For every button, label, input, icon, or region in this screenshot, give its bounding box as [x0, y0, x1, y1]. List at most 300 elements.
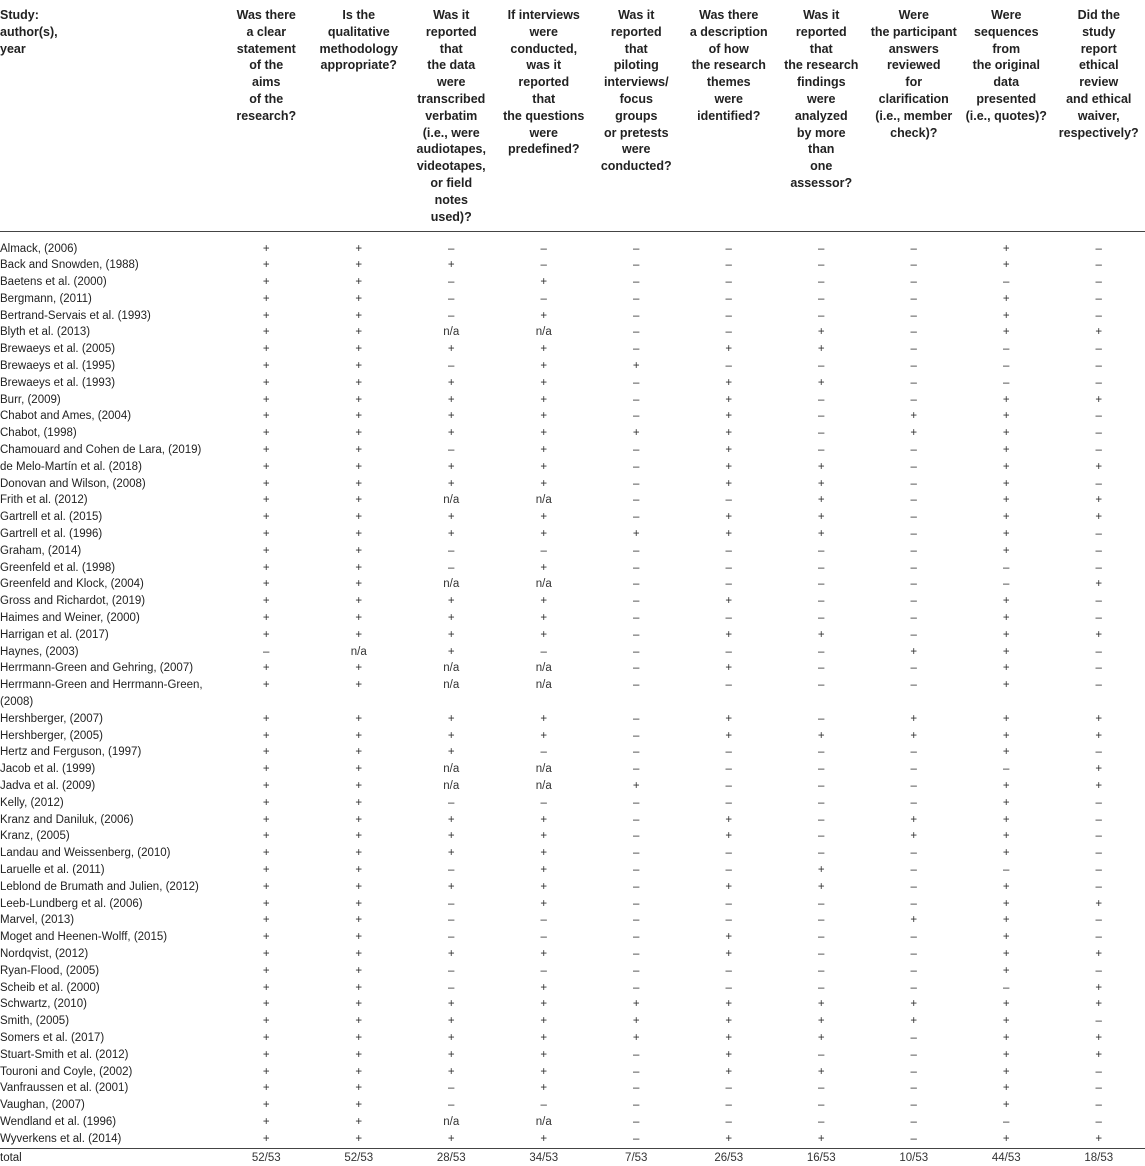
rating-cell: – — [775, 963, 868, 980]
rating-cell: – — [405, 929, 498, 946]
rating-cell: – — [405, 862, 498, 879]
rating-cell: + — [498, 308, 591, 325]
rating-cell: + — [683, 946, 776, 963]
rating-cell: – — [868, 324, 961, 341]
rating-cell: – — [590, 963, 683, 980]
table-row — [0, 728, 1145, 745]
rating-cell: – — [775, 828, 868, 845]
rating-cell: – — [1053, 231, 1145, 257]
rating-cell: + — [683, 425, 776, 442]
rating-cell: + — [313, 1013, 406, 1030]
rating-cell: + — [498, 274, 591, 291]
table-body — [0, 231, 1145, 1166]
rating-cell: – — [775, 231, 868, 257]
rating-cell: + — [868, 408, 961, 425]
rating-cell: + — [498, 980, 591, 997]
rating-cell: – — [405, 231, 498, 257]
rating-cell: + — [405, 728, 498, 745]
rating-cell: + — [1053, 459, 1145, 476]
study-cell: Schwartz, (2010) — [0, 996, 220, 1013]
rating-cell: – — [868, 946, 961, 963]
rating-cell: – — [1053, 442, 1145, 459]
rating-cell: + — [313, 1080, 406, 1097]
study-cell: Hertz and Ferguson, (1997) — [0, 744, 220, 761]
rating-cell: + — [775, 862, 868, 879]
study-cell: Brewaeys et al. (2005) — [0, 341, 220, 358]
rating-cell: + — [313, 845, 406, 862]
rating-cell: + — [590, 1030, 683, 1047]
column-header-q9: Were sequences from the original data presented (i.e., quotes)? — [960, 0, 1053, 231]
rating-cell: + — [220, 543, 313, 560]
rating-cell: – — [1053, 375, 1145, 392]
rating-cell: – — [1053, 1097, 1145, 1114]
rating-cell: – — [1053, 560, 1145, 577]
rating-cell: + — [313, 627, 406, 644]
rating-cell: + — [498, 1013, 591, 1030]
rating-cell: + — [1053, 980, 1145, 997]
rating-cell: + — [313, 929, 406, 946]
rating-cell: – — [868, 963, 961, 980]
rating-cell: – — [868, 358, 961, 375]
rating-cell: + — [405, 375, 498, 392]
rating-cell: – — [868, 1030, 961, 1047]
rating-cell: – — [960, 980, 1053, 997]
total-cell: 16/53 — [775, 1148, 868, 1166]
rating-cell: + — [960, 257, 1053, 274]
table-row — [0, 929, 1145, 946]
rating-cell: + — [220, 492, 313, 509]
rating-cell: + — [590, 996, 683, 1013]
rating-cell: – — [498, 231, 591, 257]
rating-cell: – — [590, 912, 683, 929]
rating-cell: – — [683, 308, 776, 325]
column-header-study: Study: author(s), year — [0, 0, 220, 231]
rating-cell: + — [960, 711, 1053, 728]
column-header-q8: Were the participant answers reviewed for clarification (i.e., member check)? — [868, 0, 961, 231]
table-header — [0, 0, 1145, 231]
table-row — [0, 543, 1145, 560]
rating-cell: + — [405, 476, 498, 493]
rating-cell: + — [313, 711, 406, 728]
rating-cell: – — [590, 492, 683, 509]
rating-cell: + — [220, 425, 313, 442]
rating-cell: – — [590, 231, 683, 257]
rating-cell: + — [960, 1047, 1053, 1064]
rating-cell: + — [313, 560, 406, 577]
rating-cell: + — [405, 341, 498, 358]
rating-cell: + — [405, 593, 498, 610]
rating-cell: + — [220, 660, 313, 677]
rating-cell: – — [868, 375, 961, 392]
table-row — [0, 1114, 1145, 1131]
rating-cell: – — [868, 257, 961, 274]
rating-cell: – — [590, 761, 683, 778]
study-cell: Donovan and Wilson, (2008) — [0, 476, 220, 493]
rating-cell: + — [775, 324, 868, 341]
rating-cell: + — [775, 1030, 868, 1047]
rating-cell: + — [220, 576, 313, 593]
rating-cell: + — [220, 324, 313, 341]
rating-cell: + — [498, 1064, 591, 1081]
study-cell: Kelly, (2012) — [0, 795, 220, 812]
rating-cell: + — [683, 879, 776, 896]
study-cell: Herrmann-Green and Herrmann-Green, (2008) — [0, 677, 220, 711]
rating-cell: + — [220, 274, 313, 291]
rating-cell: – — [590, 593, 683, 610]
table-row — [0, 946, 1145, 963]
rating-cell: + — [220, 1097, 313, 1114]
rating-cell: n/a — [405, 660, 498, 677]
rating-cell: + — [220, 778, 313, 795]
study-cell: Brewaeys et al. (1993) — [0, 375, 220, 392]
rating-cell: + — [1053, 509, 1145, 526]
table-row — [0, 711, 1145, 728]
rating-cell: – — [775, 929, 868, 946]
rating-cell: + — [313, 509, 406, 526]
rating-cell: – — [775, 1114, 868, 1131]
rating-cell: – — [1053, 644, 1145, 661]
rating-cell: n/a — [405, 324, 498, 341]
rating-cell: + — [313, 946, 406, 963]
table-row — [0, 862, 1145, 879]
table-row — [0, 660, 1145, 677]
table-row — [0, 291, 1145, 308]
total-cell: 7/53 — [590, 1148, 683, 1166]
rating-cell: – — [590, 543, 683, 560]
rating-cell: + — [313, 744, 406, 761]
rating-cell: + — [220, 845, 313, 862]
rating-cell: + — [775, 728, 868, 745]
rating-cell: – — [683, 1080, 776, 1097]
rating-cell: – — [775, 711, 868, 728]
rating-cell: – — [868, 744, 961, 761]
rating-cell: + — [960, 778, 1053, 795]
rating-cell: + — [775, 879, 868, 896]
rating-cell: – — [1053, 476, 1145, 493]
study-cell: Moget and Heenen-Wolff, (2015) — [0, 929, 220, 946]
table-row — [0, 308, 1145, 325]
rating-cell: – — [590, 1080, 683, 1097]
rating-cell: + — [683, 408, 776, 425]
rating-cell: – — [868, 231, 961, 257]
rating-cell: – — [1053, 812, 1145, 829]
total-cell: 28/53 — [405, 1148, 498, 1166]
rating-cell: + — [683, 1030, 776, 1047]
rating-cell: – — [683, 1114, 776, 1131]
rating-cell: – — [590, 879, 683, 896]
column-header-q10: Did the study report ethical review and ethical waiver, respectively? — [1053, 0, 1145, 231]
column-header-q3: Was it reported that the data were transcribed verbatim (i.e., were audiotapes, videotapes, or field notes used)? — [405, 0, 498, 231]
rating-cell: + — [313, 257, 406, 274]
rating-cell: + — [220, 392, 313, 409]
rating-cell: – — [1053, 862, 1145, 879]
rating-cell: – — [1053, 660, 1145, 677]
rating-cell: – — [683, 291, 776, 308]
rating-cell: – — [775, 358, 868, 375]
rating-cell: + — [775, 492, 868, 509]
rating-cell: – — [498, 795, 591, 812]
rating-cell: + — [220, 677, 313, 711]
column-header-q7: Was it reported that the research findings were analyzed by more than one assessor? — [775, 0, 868, 231]
rating-cell: + — [313, 543, 406, 560]
total-row — [0, 1148, 1145, 1166]
rating-cell: + — [683, 1013, 776, 1030]
rating-cell: – — [868, 442, 961, 459]
rating-cell: – — [590, 929, 683, 946]
study-cell: Hershberger, (2007) — [0, 711, 220, 728]
rating-cell: – — [590, 660, 683, 677]
rating-cell: + — [960, 543, 1053, 560]
rating-cell: + — [313, 761, 406, 778]
rating-cell: + — [313, 610, 406, 627]
rating-cell: – — [683, 257, 776, 274]
study-cell: de Melo-Martín et al. (2018) — [0, 459, 220, 476]
rating-cell: + — [313, 1030, 406, 1047]
rating-cell: – — [683, 644, 776, 661]
rating-cell: + — [775, 476, 868, 493]
study-cell: Bergmann, (2011) — [0, 291, 220, 308]
rating-cell: + — [960, 812, 1053, 829]
rating-cell: – — [1053, 1013, 1145, 1030]
rating-cell: + — [498, 476, 591, 493]
rating-cell: + — [1053, 576, 1145, 593]
rating-cell: – — [683, 610, 776, 627]
rating-cell: + — [960, 291, 1053, 308]
rating-cell: + — [498, 408, 591, 425]
column-header-q4: If interviews were conducted, was it reported that the questions were predefined? — [498, 0, 591, 231]
rating-cell: – — [590, 644, 683, 661]
rating-cell: – — [590, 677, 683, 711]
rating-cell: – — [498, 257, 591, 274]
table-row — [0, 324, 1145, 341]
rating-cell: – — [868, 526, 961, 543]
rating-cell: + — [960, 442, 1053, 459]
rating-cell: – — [590, 308, 683, 325]
rating-cell: – — [775, 257, 868, 274]
rating-cell: – — [683, 576, 776, 593]
rating-cell: + — [775, 375, 868, 392]
table-row — [0, 476, 1145, 493]
rating-cell: – — [775, 593, 868, 610]
study-cell: Jadva et al. (2009) — [0, 778, 220, 795]
rating-cell: – — [498, 963, 591, 980]
rating-cell: – — [405, 980, 498, 997]
rating-cell: + — [498, 358, 591, 375]
table-row — [0, 392, 1145, 409]
rating-cell: – — [868, 1047, 961, 1064]
rating-cell: – — [775, 778, 868, 795]
rating-cell: + — [220, 1047, 313, 1064]
rating-cell: + — [220, 257, 313, 274]
rating-cell: + — [220, 711, 313, 728]
rating-cell: n/a — [405, 1114, 498, 1131]
rating-cell: – — [590, 946, 683, 963]
study-cell: Burr, (2009) — [0, 392, 220, 409]
rating-cell: – — [868, 627, 961, 644]
table-row — [0, 828, 1145, 845]
rating-cell: + — [775, 1131, 868, 1148]
rating-cell: + — [960, 526, 1053, 543]
total-cell: 52/53 — [220, 1148, 313, 1166]
rating-cell: – — [775, 291, 868, 308]
rating-cell: + — [405, 610, 498, 627]
rating-cell: – — [960, 560, 1053, 577]
table-row — [0, 963, 1145, 980]
study-cell: Haimes and Weiner, (2000) — [0, 610, 220, 627]
rating-cell: – — [775, 896, 868, 913]
rating-cell: + — [220, 929, 313, 946]
rating-cell: + — [683, 728, 776, 745]
rating-cell: + — [313, 1047, 406, 1064]
rating-cell: + — [220, 291, 313, 308]
rating-cell: – — [868, 795, 961, 812]
rating-cell: – — [405, 912, 498, 929]
rating-cell: + — [220, 963, 313, 980]
rating-cell: – — [775, 660, 868, 677]
rating-cell: – — [498, 543, 591, 560]
rating-cell: – — [868, 677, 961, 711]
rating-cell: + — [960, 728, 1053, 745]
rating-cell: + — [405, 1064, 498, 1081]
rating-cell: + — [313, 324, 406, 341]
rating-cell: + — [960, 1064, 1053, 1081]
rating-cell: + — [498, 946, 591, 963]
rating-cell: – — [590, 476, 683, 493]
study-cell: Chabot, (1998) — [0, 425, 220, 442]
study-cell: Harrigan et al. (2017) — [0, 627, 220, 644]
rating-cell: + — [1053, 896, 1145, 913]
rating-cell: + — [960, 963, 1053, 980]
rating-cell: – — [868, 543, 961, 560]
rating-cell: + — [313, 980, 406, 997]
rating-cell: + — [868, 711, 961, 728]
study-cell: Vaughan, (2007) — [0, 1097, 220, 1114]
rating-cell: + — [313, 1064, 406, 1081]
rating-cell: + — [960, 392, 1053, 409]
rating-cell: – — [590, 627, 683, 644]
table-row — [0, 896, 1145, 913]
rating-cell: – — [590, 728, 683, 745]
rating-cell: + — [220, 593, 313, 610]
rating-cell: + — [498, 862, 591, 879]
rating-cell: – — [960, 358, 1053, 375]
study-cell: Marvel, (2013) — [0, 912, 220, 929]
rating-cell: + — [590, 526, 683, 543]
rating-cell: – — [1053, 526, 1145, 543]
rating-cell: – — [683, 358, 776, 375]
rating-cell: – — [405, 896, 498, 913]
rating-cell: + — [405, 509, 498, 526]
rating-cell: – — [1053, 744, 1145, 761]
study-cell: Scheib et al. (2000) — [0, 980, 220, 997]
rating-cell: + — [313, 795, 406, 812]
rating-cell: + — [1053, 492, 1145, 509]
rating-cell: + — [775, 459, 868, 476]
rating-cell: + — [313, 660, 406, 677]
rating-cell: – — [590, 560, 683, 577]
study-cell: Brewaeys et al. (1995) — [0, 358, 220, 375]
study-cell: Hershberger, (2005) — [0, 728, 220, 745]
rating-cell: – — [405, 543, 498, 560]
rating-cell: + — [220, 879, 313, 896]
rating-cell: + — [498, 728, 591, 745]
study-cell: Gartrell et al. (2015) — [0, 509, 220, 526]
rating-cell: + — [960, 996, 1053, 1013]
rating-cell: – — [590, 744, 683, 761]
rating-cell: + — [220, 476, 313, 493]
rating-cell: + — [313, 291, 406, 308]
rating-cell: – — [590, 459, 683, 476]
rating-cell: – — [775, 812, 868, 829]
rating-cell: + — [868, 812, 961, 829]
rating-cell: – — [1053, 308, 1145, 325]
rating-cell: + — [683, 509, 776, 526]
table-row — [0, 812, 1145, 829]
rating-cell: – — [405, 442, 498, 459]
rating-cell: + — [220, 1013, 313, 1030]
rating-cell: + — [960, 929, 1053, 946]
rating-cell: + — [683, 459, 776, 476]
rating-cell: – — [405, 308, 498, 325]
rating-cell: – — [683, 677, 776, 711]
rating-cell: + — [405, 1047, 498, 1064]
rating-cell: – — [960, 1114, 1053, 1131]
rating-cell: + — [498, 1131, 591, 1148]
rating-cell: + — [775, 509, 868, 526]
rating-cell: + — [220, 1080, 313, 1097]
rating-cell: + — [1053, 627, 1145, 644]
study-cell: Touroni and Coyle, (2002) — [0, 1064, 220, 1081]
rating-cell: – — [1053, 610, 1145, 627]
rating-cell: – — [868, 392, 961, 409]
rating-cell: + — [405, 1013, 498, 1030]
rating-cell: + — [405, 627, 498, 644]
rating-cell: + — [313, 728, 406, 745]
rating-cell: – — [1053, 929, 1145, 946]
rating-cell: + — [960, 593, 1053, 610]
rating-cell: – — [775, 845, 868, 862]
rating-cell: – — [1053, 425, 1145, 442]
rating-cell: + — [1053, 778, 1145, 795]
rating-cell: + — [220, 744, 313, 761]
rating-cell: – — [775, 308, 868, 325]
rating-cell: + — [683, 392, 776, 409]
table-row — [0, 425, 1145, 442]
rating-cell: n/a — [405, 492, 498, 509]
rating-cell: + — [1053, 1047, 1145, 1064]
rating-cell: – — [1053, 879, 1145, 896]
rating-cell: + — [683, 711, 776, 728]
rating-cell: – — [590, 257, 683, 274]
rating-cell: + — [220, 761, 313, 778]
rating-cell: – — [868, 896, 961, 913]
study-cell: Wyverkens et al. (2014) — [0, 1131, 220, 1148]
rating-cell: – — [683, 761, 776, 778]
rating-cell: – — [868, 492, 961, 509]
rating-cell: + — [405, 425, 498, 442]
rating-cell: + — [683, 828, 776, 845]
rating-cell: – — [1053, 1080, 1145, 1097]
rating-cell: + — [683, 1064, 776, 1081]
rating-cell: + — [498, 1047, 591, 1064]
rating-cell: + — [405, 257, 498, 274]
rating-cell: – — [868, 1080, 961, 1097]
table-row — [0, 375, 1145, 392]
rating-cell: n/a — [498, 492, 591, 509]
rating-cell: – — [590, 828, 683, 845]
rating-cell: – — [590, 576, 683, 593]
table-row — [0, 627, 1145, 644]
